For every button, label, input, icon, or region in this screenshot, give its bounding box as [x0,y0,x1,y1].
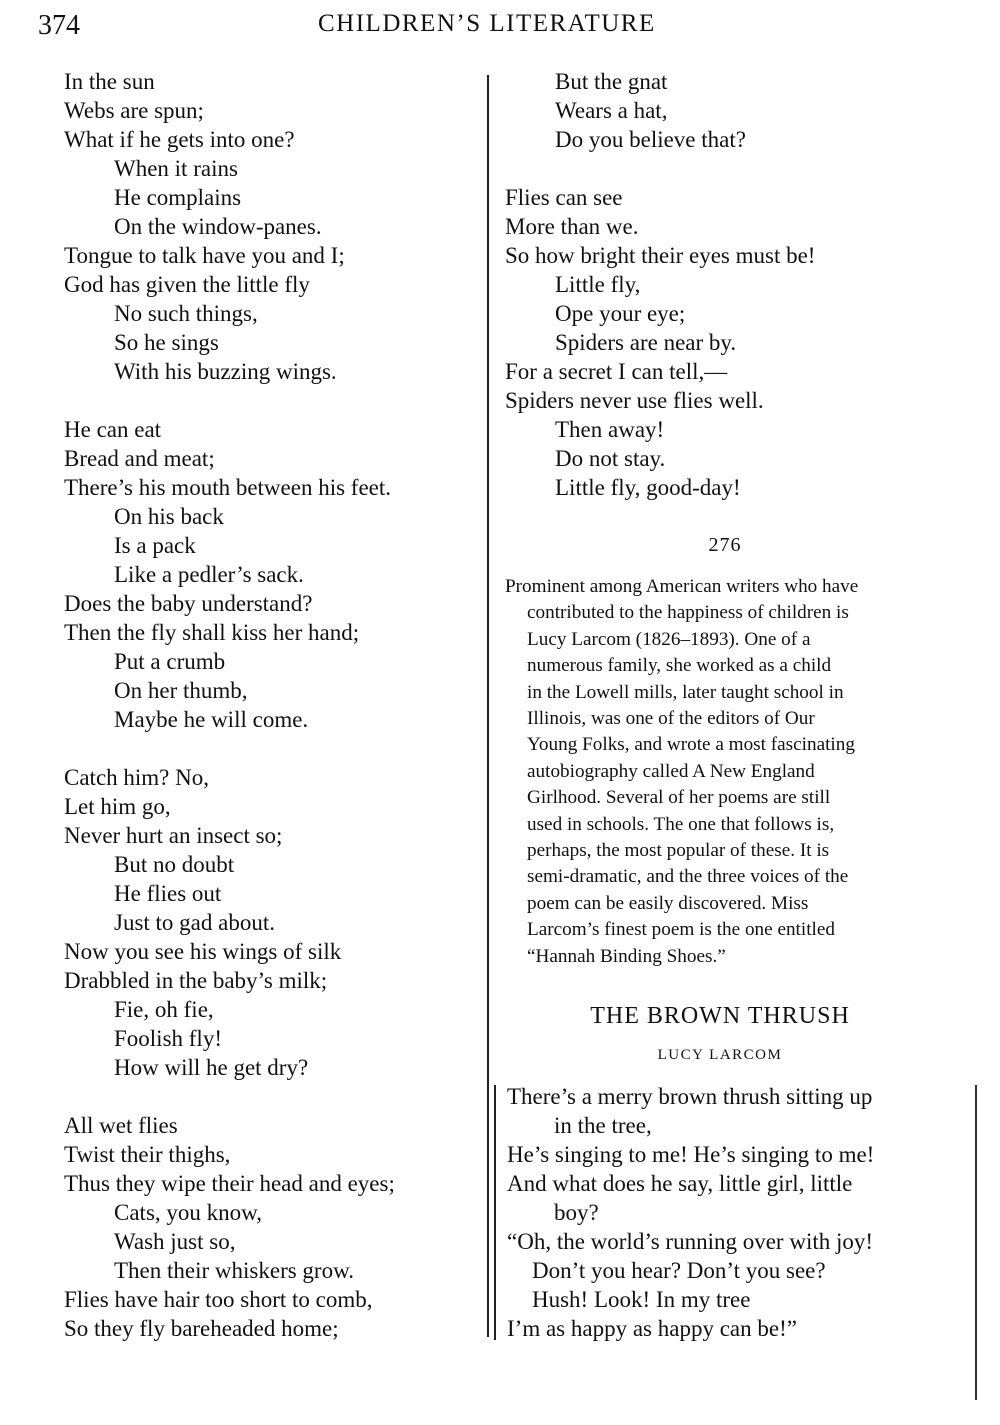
poem-line [64,386,484,415]
poem-line: Spiders never use flies well. [505,388,764,413]
poem-line: On his back [114,504,224,529]
poem-line: In the sun [64,69,155,94]
intro-line: perhaps, the most popular of these. It is [527,840,830,862]
poem-line: Catch him? No, [64,765,209,790]
poem-line: Tongue to talk have you and I; [64,243,345,268]
intro-line: numerous family, she worked as a child [527,655,832,677]
poem-line: Foolish fly! [114,1026,222,1051]
section-number: 276 [708,534,742,556]
poem-line: No such things, [114,301,258,326]
intro-line: Girlhood. Several of her poems are still [527,787,831,809]
poem-line: Then the fly shall kiss her hand; [64,620,360,645]
poem-line: Is a pack [114,533,196,558]
poem-line: Drabbled in the baby’s milk; [64,968,328,993]
poem-line: He flies out [114,881,222,906]
intro-line: “Hannah Binding Shoes.” [527,945,726,967]
poem-line: Spiders are near by. [555,330,737,355]
poem-line: Little fly, good-day! [555,475,741,500]
poem-line: Does the baby understand? [64,591,313,616]
poem-line: There’s his mouth between his feet. [64,475,392,500]
intro-line: Larcom’s finest poem is the one entitled [527,919,835,941]
poem-line: Never hurt an insect so; [64,823,283,848]
right-column-poem [505,67,945,502]
poem-line: Cats, you know, [114,1200,263,1225]
poem-line: Now you see his wings of silk [64,939,342,964]
poem-line: Ope your eye; [555,301,686,326]
poem-line: Flies have hair too short to comb, [64,1287,373,1312]
poem-line: How will he get dry? [114,1055,309,1080]
running-head: CHILDREN’S LITERATURE [318,10,656,37]
poem-line: Just to gad about. [114,910,275,935]
poem-line: Then their whiskers grow. [114,1258,354,1283]
intro-paragraph [505,574,935,970]
poem-line: Do not stay. [555,446,666,471]
poem-line: Do you believe that? [555,127,746,152]
poem-line: He can eat [64,417,162,442]
brown-thrush-poem [507,1082,947,1343]
poem-author: LUCY LARCOM [657,1047,783,1063]
poem-line: More than we. [505,214,639,239]
thrush-left-rule [494,1085,496,1340]
poem-line: I’m as happy as happy can be!” [507,1316,797,1341]
poem-line [64,1082,484,1111]
poem-line: Then away! [555,417,665,442]
page-edge-rule [975,1085,977,1400]
poem-line: Don’t you hear? Don’t you see? [532,1258,826,1283]
poem-line: Hush! Look! In my tree [532,1287,751,1312]
intro-line: autobiography called A New England [527,760,815,782]
intro-line: used in schools. The one that follows is, [527,813,835,835]
poem-line: Put a crumb [114,649,226,674]
intro-line: semi-dramatic, and the three voices of the [527,866,849,888]
poem-line: Webs are spun; [64,98,204,123]
poem-line: What if he gets into one? [64,127,295,152]
poem-line: So how bright their eyes must be! [505,243,816,268]
intro-line: in the Lowell mills, later taught school in [527,681,844,703]
left-column-poem [64,67,484,1343]
poem-line: Wears a hat, [555,98,668,123]
poem-line: Wash just so, [114,1229,236,1254]
poem-line: With his buzzing wings. [114,359,337,384]
poem-line: There’s a merry brown thrush sitting up [507,1084,873,1109]
column-divider [487,75,489,1337]
poem-line: He’s singing to me! He’s singing to me! [507,1142,875,1167]
poem-line: Twist their thighs, [64,1142,231,1167]
intro-line: Illinois, was one of the editors of Our [527,708,815,730]
poem-line: Flies can see [505,185,623,210]
poem-line [64,734,484,763]
poem-line: Maybe he will come. [114,707,309,732]
poem-line: Thus they wipe their head and eyes; [64,1171,395,1196]
poem-line: Bread and meat; [64,446,215,471]
poem-line: For a secret I can tell,— [505,359,728,384]
intro-line: Lucy Larcom (1826–1893). One of a [527,628,811,650]
poem-line: boy? [554,1200,599,1225]
poem-line: He complains [114,185,242,210]
poem-title: THE BROWN THRUSH [590,1003,850,1029]
poem-line [505,154,945,183]
poem-line: But the gnat [555,69,668,94]
intro-line: poem can be easily discovered. Miss [527,892,809,914]
poem-line: in the tree, [554,1113,652,1138]
poem-line: So they fly bareheaded home; [64,1316,339,1341]
poem-line: Little fly, [555,272,641,297]
poem-line: “Oh, the world’s running over with joy! [507,1229,874,1254]
poem-line: But no doubt [114,852,235,877]
poem-line: So he sings [114,330,219,355]
poem-line: All wet flies [64,1113,178,1138]
intro-line: Young Folks, and wrote a most fascinating [527,734,855,756]
poem-line: Fie, oh fie, [114,997,214,1022]
intro-line: contributed to the happiness of children is [527,602,849,624]
poem-line: When it rains [114,156,238,181]
poem-line: And what does he say, little girl, little [507,1171,853,1196]
poem-line: On the window-panes. [114,214,322,239]
poem-line: On her thumb, [114,678,248,703]
poem-line: Like a pedler’s sack. [114,562,304,587]
intro-line: Prominent among American writers who have [505,576,859,597]
page-number: 374 [38,10,80,41]
poem-line: God has given the little fly [64,272,310,297]
poem-line: Let him go, [64,794,171,819]
